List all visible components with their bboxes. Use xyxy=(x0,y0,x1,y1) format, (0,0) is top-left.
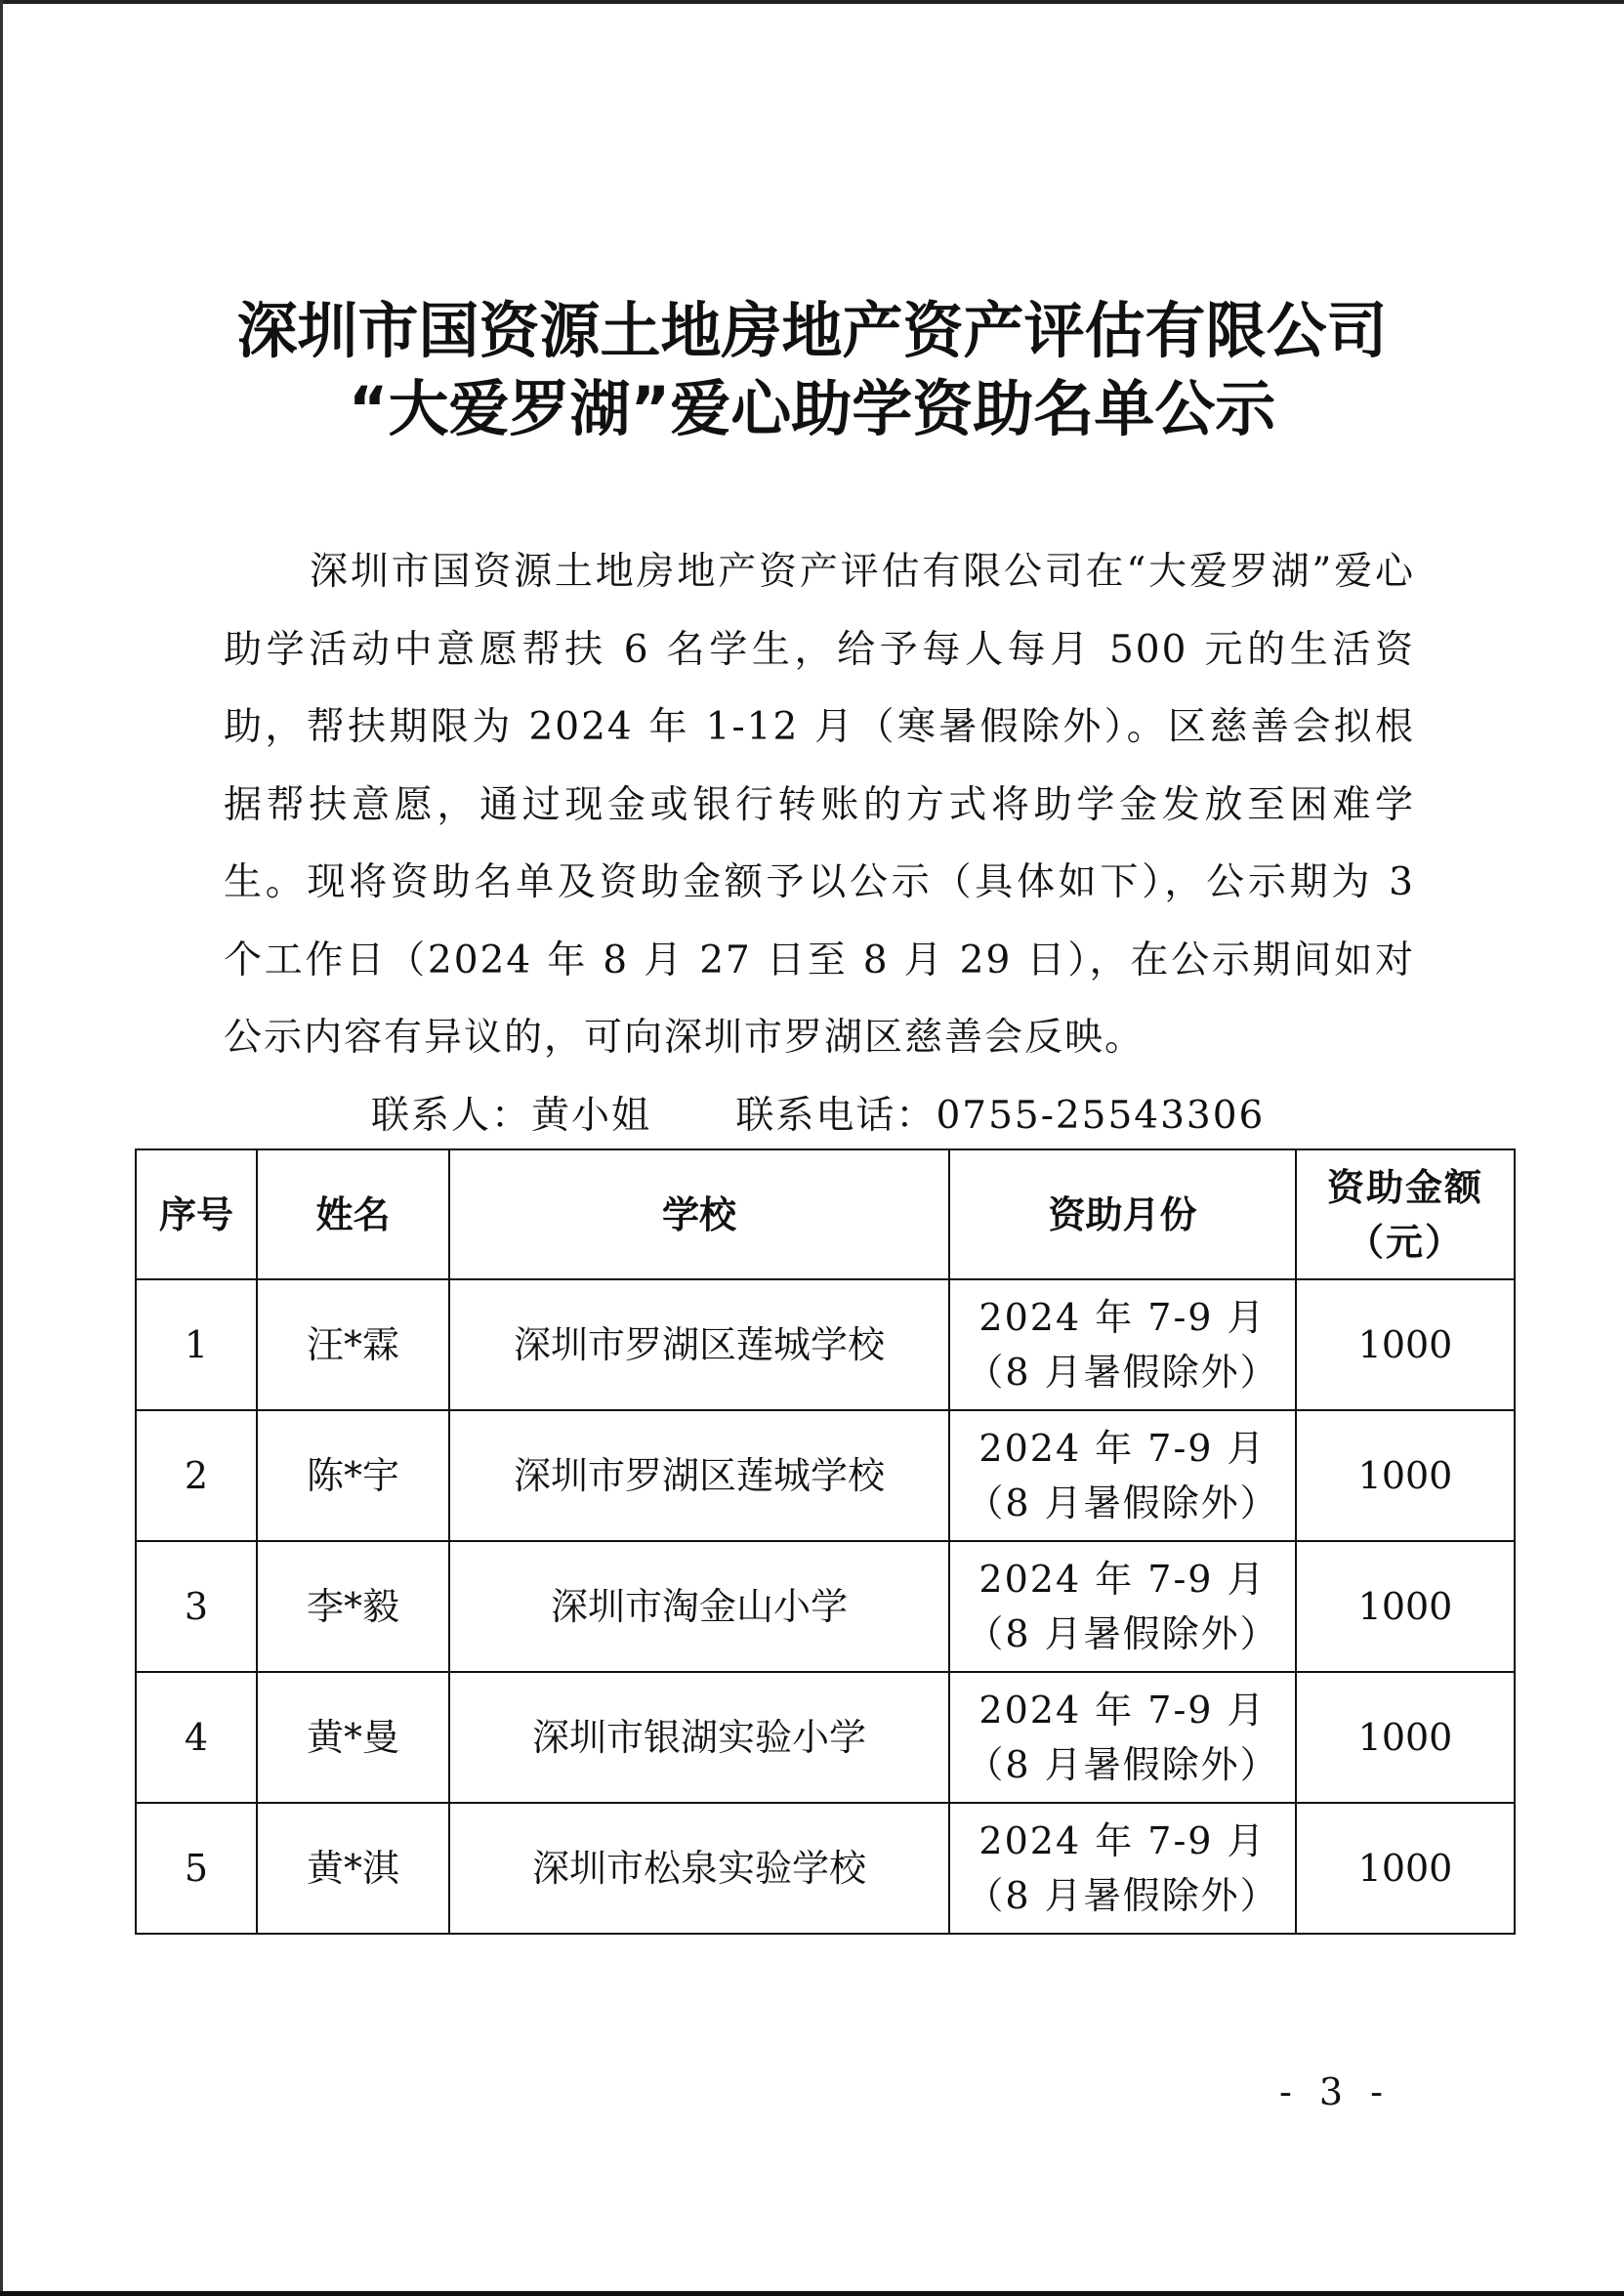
contact-phone-label: 联系电话： xyxy=(735,1094,937,1138)
row-student-name: 陈*宇 xyxy=(257,1410,449,1541)
row-funding-month xyxy=(949,1803,1296,1934)
table-row xyxy=(136,1410,1515,1541)
row-serial-number: 3 xyxy=(136,1541,257,1672)
funding-list-table xyxy=(135,1148,1516,1935)
row-month-line-1: 2024 年 7-9 月 xyxy=(979,1558,1267,1601)
row-month-line-2: （8 月暑假除外） xyxy=(966,1743,1279,1786)
row-funding-month xyxy=(949,1410,1296,1541)
row-funding-month xyxy=(949,1279,1296,1410)
table-row xyxy=(136,1541,1515,1672)
announcement-paragraph: 深圳市国资源土地房地产资产评估有限公司在“大爱罗湖”爱心助学活动中意愿帮扶 6 名学生，给予每人每月 500 元的生活资助，帮扶期限为 2024 年 1-12 月（寒暑假除外）。区慈善会拟根据帮扶意愿，通过现金或银行转账的方式将助学金发放至困难学生。现将资助名单及资助金额予以公示（具体如下），公示期为 3 个工作日（2024 年 8 月 27 日至 8 月 29 日），在公示期间如对公示内容有异议的，可向深圳市罗湖区慈善会反映。 xyxy=(224,550,1415,1060)
row-student-name: 李*毅 xyxy=(257,1541,449,1672)
row-school: 深圳市松泉实验学校 xyxy=(449,1803,949,1934)
row-school: 深圳市淘金山小学 xyxy=(449,1541,949,1672)
table-row xyxy=(136,1279,1515,1410)
row-funding-month xyxy=(949,1672,1296,1803)
row-serial-number: 2 xyxy=(136,1410,257,1541)
row-month-line-1: 2024 年 7-9 月 xyxy=(979,1819,1267,1862)
header-school: 学校 xyxy=(449,1149,949,1279)
row-funding-amount: 1000 xyxy=(1296,1803,1515,1934)
header-name: 姓名 xyxy=(257,1149,449,1279)
row-student-name: 汪*霖 xyxy=(257,1279,449,1410)
row-student-name: 黄*淇 xyxy=(257,1803,449,1934)
header-funding-amount xyxy=(1296,1149,1515,1279)
row-school: 深圳市银湖实验小学 xyxy=(449,1672,949,1803)
row-student-name: 黄*曼 xyxy=(257,1672,449,1803)
row-funding-amount: 1000 xyxy=(1296,1672,1515,1803)
header-funding-month: 资助月份 xyxy=(949,1149,1296,1279)
row-serial-number: 4 xyxy=(136,1672,257,1803)
contact-line xyxy=(371,1087,1265,1146)
row-month-line-2: （8 月暑假除外） xyxy=(966,1874,1279,1917)
header-serial-number: 序号 xyxy=(136,1149,257,1279)
row-month-line-1: 2024 年 7-9 月 xyxy=(979,1689,1267,1732)
header-amount-line-2: （元） xyxy=(1346,1220,1464,1264)
page-bottom-border xyxy=(0,2291,1624,2296)
page-number: - 3 - xyxy=(1279,2070,1392,2113)
table-row xyxy=(136,1803,1515,1934)
contact-person-label: 联系人： xyxy=(371,1094,532,1138)
row-serial-number: 5 xyxy=(136,1803,257,1934)
row-school: 深圳市罗湖区莲城学校 xyxy=(449,1279,949,1410)
row-funding-amount: 1000 xyxy=(1296,1541,1515,1672)
row-month-line-2: （8 月暑假除外） xyxy=(966,1482,1279,1524)
table-header-row xyxy=(136,1149,1515,1279)
row-month-line-2: （8 月暑假除外） xyxy=(966,1612,1279,1655)
document-title-line-1: 深圳市国资源土地房地产资产评估有限公司 xyxy=(236,295,1388,366)
table-row xyxy=(136,1672,1515,1803)
row-month-line-2: （8 月暑假除外） xyxy=(966,1351,1279,1394)
row-month-line-1: 2024 年 7-9 月 xyxy=(979,1427,1267,1470)
row-funding-amount: 1000 xyxy=(1296,1410,1515,1541)
row-funding-month xyxy=(949,1541,1296,1672)
header-amount-line-1: 资助金额 xyxy=(1326,1165,1483,1209)
row-month-line-1: 2024 年 7-9 月 xyxy=(979,1296,1267,1339)
page-top-border xyxy=(0,0,1624,4)
contact-phone: 0755-25543306 xyxy=(936,1094,1266,1138)
row-serial-number: 1 xyxy=(136,1279,257,1410)
row-school: 深圳市罗湖区莲城学校 xyxy=(449,1410,949,1541)
table-body xyxy=(136,1279,1515,1934)
contact-person: 黄小姐 xyxy=(531,1094,652,1138)
document-title-line-2: “大爱罗湖”爱心助学资助名单公示 xyxy=(348,373,1276,444)
row-funding-amount: 1000 xyxy=(1296,1279,1515,1410)
